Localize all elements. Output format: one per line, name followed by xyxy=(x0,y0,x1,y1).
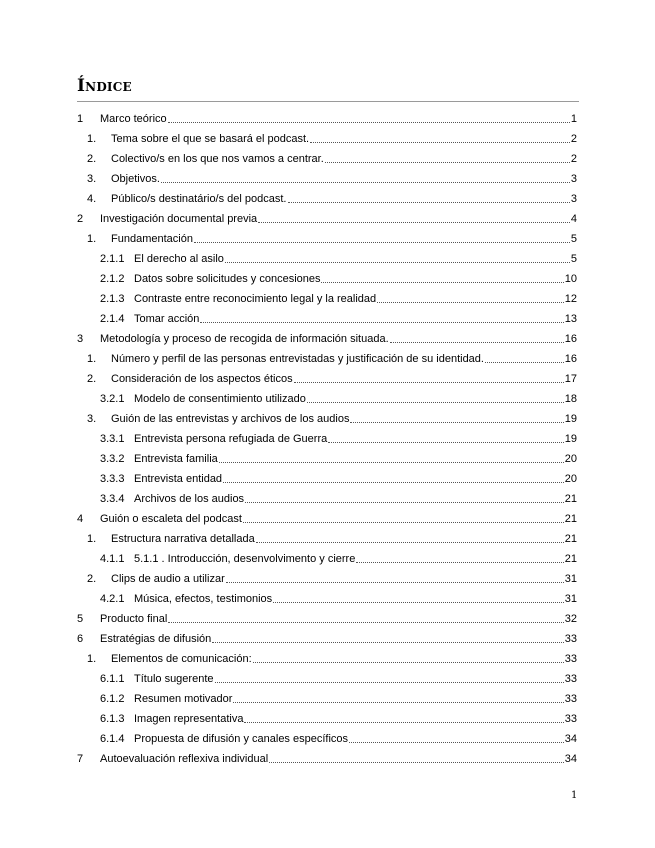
toc-entry-page: 20 xyxy=(564,453,577,465)
toc-entry-page: 17 xyxy=(564,373,577,385)
toc-entry-number: 4.1.1 xyxy=(100,553,125,565)
toc-entry-number: 2.1.3 xyxy=(100,293,125,305)
toc-entry-title: Número y perfil de las personas entrevistadas y justificación de su identidad. xyxy=(111,353,484,365)
toc-entry-page: 10 xyxy=(564,273,577,285)
toc-entry-title: El derecho al asilo xyxy=(134,253,224,265)
toc-entry-title: Metodología y proceso de recogida de información situada. xyxy=(100,333,389,345)
toc-entry-number: 2. xyxy=(87,153,97,165)
toc-entry-title: Producto final xyxy=(100,613,168,625)
toc-entry-page: 34 xyxy=(564,753,577,765)
toc-dot-leader xyxy=(294,381,564,383)
toc-entry-title: Objetivos. xyxy=(111,173,160,185)
toc-entry-number: 1. xyxy=(87,533,97,545)
toc-entry[interactable] xyxy=(77,689,577,709)
toc-entry-title: Archivos de los audios xyxy=(134,493,245,505)
toc-entry-title: Colectivo/s en los que nos vamos a centrar. xyxy=(111,153,324,165)
toc-entry-number: 2 xyxy=(77,213,84,225)
toc-entry[interactable] xyxy=(77,309,577,329)
toc-entry[interactable] xyxy=(77,429,577,449)
toc-dot-leader xyxy=(485,361,564,363)
toc-dot-leader xyxy=(269,761,564,763)
toc-entry[interactable] xyxy=(77,409,577,429)
toc-entry[interactable] xyxy=(77,729,577,749)
title-underline xyxy=(77,101,579,102)
toc-entry[interactable] xyxy=(77,129,577,149)
toc-dot-leader xyxy=(215,681,564,683)
toc-entry-page: 5 xyxy=(570,253,577,265)
toc-entry[interactable] xyxy=(77,229,577,249)
toc-entry-number: 3.3.1 xyxy=(100,433,125,445)
toc-dot-leader xyxy=(168,121,570,123)
toc-entry-number: 4 xyxy=(77,513,84,525)
toc-entry[interactable] xyxy=(77,609,577,629)
toc-entry-number: 1. xyxy=(87,233,97,245)
toc-dot-leader xyxy=(307,401,564,403)
toc-entry[interactable] xyxy=(77,669,577,689)
toc-entry-page: 21 xyxy=(564,533,577,545)
toc-entry-title: Fundamentación xyxy=(111,233,193,245)
toc-entry-page: 1 xyxy=(570,113,577,125)
toc-dot-leader xyxy=(356,561,563,563)
toc-entry-number: 3. xyxy=(87,173,97,185)
toc-entry[interactable] xyxy=(77,209,577,229)
toc-entry-number: 2.1.4 xyxy=(100,313,125,325)
toc-entry-title: Modelo de consentimiento utilizado xyxy=(134,393,306,405)
toc-entry-title: Título sugerente xyxy=(134,673,214,685)
toc-entry-number: 1. xyxy=(87,353,97,365)
toc-entry[interactable] xyxy=(77,149,577,169)
toc-dot-leader xyxy=(321,281,563,283)
toc-entry-number: 5 xyxy=(77,613,84,625)
toc-dot-leader xyxy=(349,741,564,743)
toc-entry-title: 5.1.1 . Introducción, desenvolvimento y cierre xyxy=(134,553,356,565)
table-of-contents xyxy=(77,109,577,769)
toc-entry[interactable] xyxy=(77,289,577,309)
toc-dot-leader xyxy=(390,341,564,343)
toc-entry-page: 2 xyxy=(570,133,577,145)
toc-entry-title: Tomar acción xyxy=(134,313,200,325)
toc-entry-page: 33 xyxy=(564,693,577,705)
toc-entry[interactable] xyxy=(77,529,577,549)
toc-entry[interactable] xyxy=(77,489,577,509)
toc-entry-number: 6 xyxy=(77,633,84,645)
toc-dot-leader xyxy=(243,521,564,523)
toc-dot-leader xyxy=(245,501,564,503)
toc-entry[interactable] xyxy=(77,449,577,469)
toc-entry[interactable] xyxy=(77,709,577,729)
toc-entry-title: Consideración de los aspectos éticos xyxy=(111,373,293,385)
toc-entry-title: Público/s destinatário/s del podcast. xyxy=(111,193,287,205)
toc-entry-title: Guión de las entrevistas y archivos de los audios xyxy=(111,413,350,425)
toc-entry-page: 3 xyxy=(570,173,577,185)
toc-entry-page: 18 xyxy=(564,393,577,405)
toc-entry[interactable] xyxy=(77,349,577,369)
toc-entry-page: 16 xyxy=(564,333,577,345)
toc-entry-page: 13 xyxy=(564,313,577,325)
toc-entry[interactable] xyxy=(77,749,577,769)
toc-entry-number: 2.1.2 xyxy=(100,273,125,285)
page-title: Índice xyxy=(77,76,132,96)
toc-entry-number: 2. xyxy=(87,573,97,585)
toc-entry-page: 20 xyxy=(564,473,577,485)
toc-entry[interactable] xyxy=(77,369,577,389)
toc-dot-leader xyxy=(226,581,564,583)
toc-entry[interactable] xyxy=(77,109,577,129)
toc-entry-title: Marco teórico xyxy=(100,113,167,125)
toc-entry-page: 34 xyxy=(564,733,577,745)
toc-dot-leader xyxy=(377,301,564,303)
toc-dot-leader xyxy=(212,641,563,643)
toc-entry-number: 1. xyxy=(87,133,97,145)
toc-entry-number: 3 xyxy=(77,333,84,345)
toc-dot-leader xyxy=(233,701,563,703)
toc-entry-page: 21 xyxy=(564,513,577,525)
toc-entry-title: Entrevista entidad xyxy=(134,473,223,485)
toc-entry-title: Datos sobre solicitudes y concesiones xyxy=(134,273,321,285)
toc-entry-number: 3.3.2 xyxy=(100,453,125,465)
toc-dot-leader xyxy=(225,261,570,263)
toc-entry-title: Entrevista familia xyxy=(134,453,218,465)
toc-dot-leader xyxy=(253,661,564,663)
toc-entry[interactable] xyxy=(77,549,577,569)
toc-entry-title: Imagen representativa xyxy=(134,713,244,725)
toc-dot-leader xyxy=(219,461,564,463)
toc-dot-leader xyxy=(168,621,563,623)
toc-entry-number: 3.2.1 xyxy=(100,393,125,405)
toc-entry-number: 1 xyxy=(77,113,84,125)
toc-dot-leader xyxy=(273,601,564,603)
toc-entry[interactable] xyxy=(77,469,577,489)
toc-entry-page: 33 xyxy=(564,653,577,665)
toc-entry-number: 4. xyxy=(87,193,97,205)
toc-dot-leader xyxy=(161,181,570,183)
toc-entry-page: 31 xyxy=(564,593,577,605)
toc-entry-number: 4.2.1 xyxy=(100,593,125,605)
toc-dot-leader xyxy=(256,541,564,543)
toc-entry[interactable] xyxy=(77,569,577,589)
toc-entry-page: 2 xyxy=(570,153,577,165)
toc-entry-title: Estructura narrativa detallada xyxy=(111,533,255,545)
toc-entry-page: 5 xyxy=(570,233,577,245)
toc-entry-title: Contraste entre reconocimiento legal y la realidad xyxy=(134,293,377,305)
toc-entry-page: 33 xyxy=(564,633,577,645)
toc-entry-page: 21 xyxy=(564,553,577,565)
toc-entry-title: Tema sobre el que se basará el podcast. xyxy=(111,133,310,145)
toc-entry-number: 6.1.3 xyxy=(100,713,125,725)
toc-entry-page: 4 xyxy=(570,213,577,225)
toc-entry-page: 3 xyxy=(570,193,577,205)
toc-dot-leader xyxy=(200,321,563,323)
toc-entry-number: 6.1.2 xyxy=(100,693,125,705)
toc-entry-title: Elementos de comunicación: xyxy=(111,653,252,665)
toc-entry-title: Entrevista persona refugiada de Guerra xyxy=(134,433,328,445)
toc-entry-number: 7 xyxy=(77,753,84,765)
toc-dot-leader xyxy=(310,141,570,143)
toc-entry[interactable] xyxy=(77,589,577,609)
page-number: 1 xyxy=(571,790,578,801)
toc-entry[interactable] xyxy=(77,169,577,189)
toc-entry-page: 16 xyxy=(564,353,577,365)
toc-entry[interactable] xyxy=(77,389,577,409)
toc-entry-title: Autoevaluación reflexiva individual xyxy=(100,753,269,765)
toc-entry[interactable] xyxy=(77,509,577,529)
toc-dot-leader xyxy=(223,481,564,483)
toc-entry-page: 19 xyxy=(564,413,577,425)
toc-entry-title: Resumen motivador xyxy=(134,693,233,705)
toc-entry-page: 19 xyxy=(564,433,577,445)
toc-dot-leader xyxy=(350,421,563,423)
toc-entry-number: 3. xyxy=(87,413,97,425)
toc-entry-title: Propuesta de difusión y canales específicos xyxy=(134,733,349,745)
toc-entry-page: 32 xyxy=(564,613,577,625)
toc-entry[interactable] xyxy=(77,329,577,349)
toc-entry-page: 31 xyxy=(564,573,577,585)
toc-entry-title: Estratégias de difusión xyxy=(100,633,212,645)
toc-dot-leader xyxy=(328,441,564,443)
toc-dot-leader xyxy=(244,721,563,723)
toc-dot-leader xyxy=(258,221,570,223)
toc-entry-page: 33 xyxy=(564,713,577,725)
toc-entry[interactable] xyxy=(77,189,577,209)
toc-entry-number: 3.3.4 xyxy=(100,493,125,505)
toc-entry-title: Investigación documental previa xyxy=(100,213,258,225)
toc-entry-page: 12 xyxy=(564,293,577,305)
toc-entry-page: 33 xyxy=(564,673,577,685)
toc-entry-page: 21 xyxy=(564,493,577,505)
toc-entry[interactable] xyxy=(77,629,577,649)
toc-dot-leader xyxy=(194,241,570,243)
toc-entry-title: Clips de audio a utilizar xyxy=(111,573,225,585)
toc-dot-leader xyxy=(325,161,570,163)
toc-entry[interactable] xyxy=(77,249,577,269)
toc-entry-number: 2. xyxy=(87,373,97,385)
toc-entry[interactable] xyxy=(77,269,577,289)
toc-entry-title: Guión o escaleta del podcast xyxy=(100,513,242,525)
toc-dot-leader xyxy=(288,201,570,203)
toc-entry-number: 1. xyxy=(87,653,97,665)
toc-entry-number: 2.1.1 xyxy=(100,253,125,265)
toc-entry-number: 6.1.4 xyxy=(100,733,125,745)
toc-entry-title: Música, efectos, testimonios xyxy=(134,593,273,605)
toc-entry[interactable] xyxy=(77,649,577,669)
toc-entry-number: 3.3.3 xyxy=(100,473,125,485)
toc-entry-number: 6.1.1 xyxy=(100,673,125,685)
